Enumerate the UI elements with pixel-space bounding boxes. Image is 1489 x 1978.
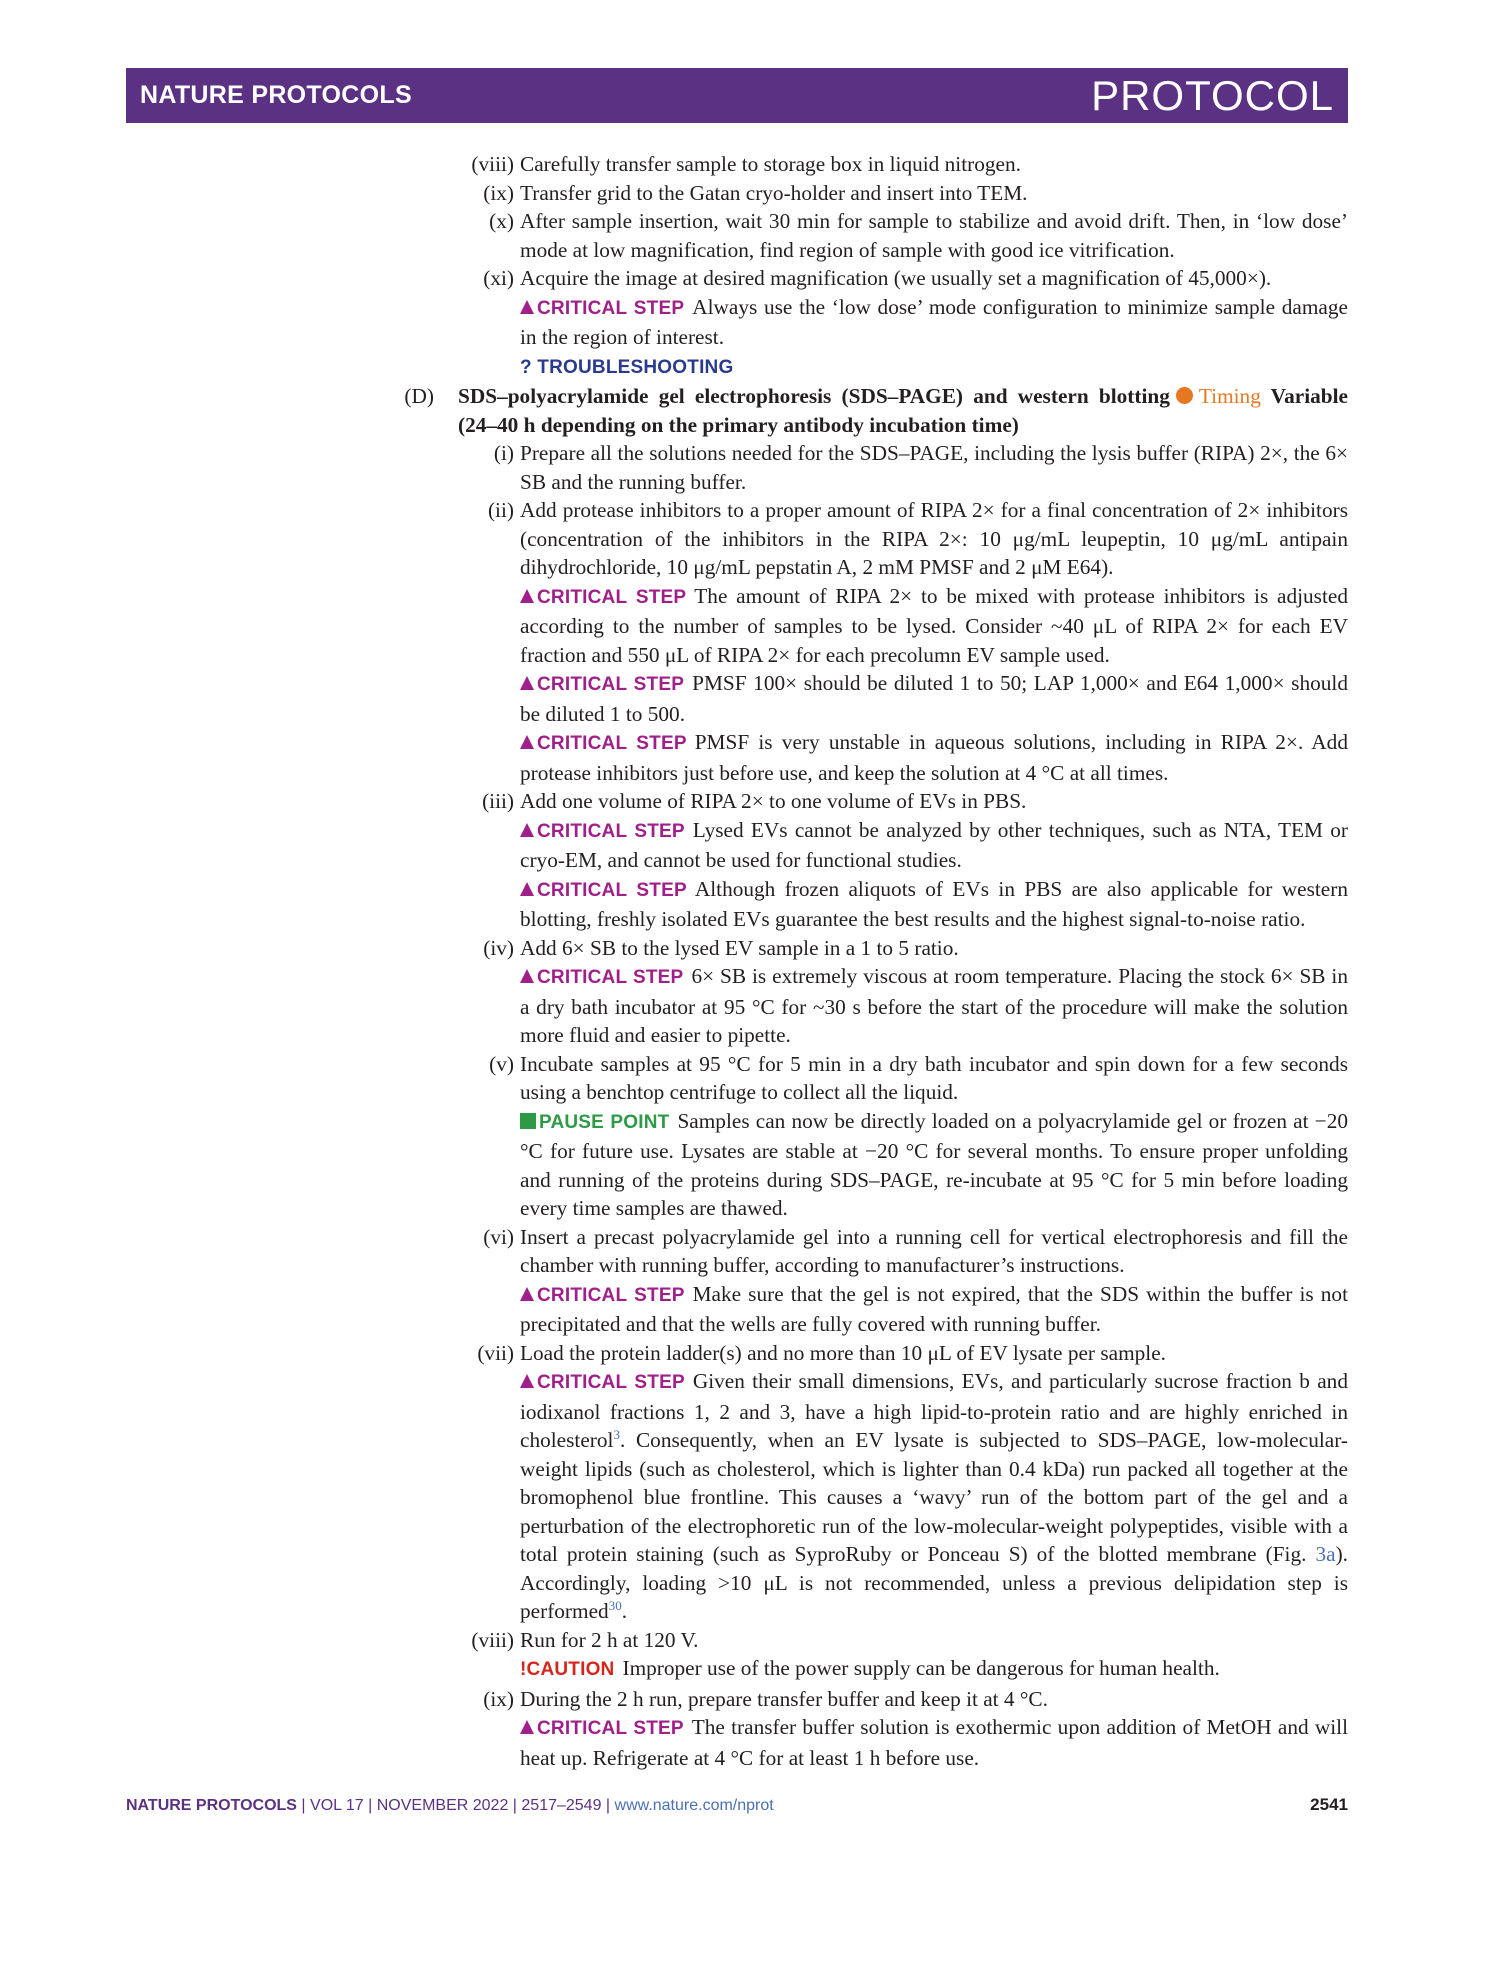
critical-step-note: CRITICAL STEP Always use the ‘low dose’ mode configuration to minimize sample damage in the region of interest.: [520, 294, 1348, 349]
exclamation-icon: !: [520, 1659, 527, 1680]
page-number: 2541: [1310, 1795, 1348, 1814]
step-text: Carefully transfer sample to storage box in liquid nitrogen.: [520, 152, 1021, 176]
triangle-icon: [520, 300, 534, 314]
section-title: SDS–polyacrylamide gel electrophoresis (SDS–PAGE) and western blotting: [458, 384, 1170, 408]
critical-step-note: CRITICAL STEP Make sure that the gel is not expired, that the SDS within the buffer is not precipitated and that the wells are fully covered with running buffer.: [520, 1281, 1348, 1336]
step-text: Insert a precast polyacrylamide gel into a running cell for vertical electrophoresis and fill the chamber with running buffer, according to manufacturer’s instructions.: [520, 1224, 1348, 1277]
list-item: [440, 179, 1348, 208]
list-item: [440, 787, 1348, 934]
step-number: (xi): [483, 266, 514, 290]
triangle-icon: [520, 882, 534, 896]
critical-step-tag: CRITICAL STEP: [520, 587, 686, 608]
list-item: [440, 1685, 1348, 1773]
section-heading: [378, 382, 1348, 439]
reference-link[interactable]: 3: [613, 1426, 620, 1442]
step-number: (viii): [471, 1627, 514, 1652]
critical-step-note: CRITICAL STEP PMSF is very unstable in aqueous solutions, including in RIPA 2×. Add protease inhibitors just before use, and keep the solution at 4 °C at all times.: [520, 730, 1348, 785]
critical-step-tag: CRITICAL STEP: [520, 821, 685, 842]
step-text: After sample insertion, wait 30 min for sample to stabilize and avoid drift. Then, in ‘low dose’ mode at low magnification, find region of sample with good ice vitrification.: [520, 209, 1348, 262]
critical-step-note: CRITICAL STEP Given their small dimensions, EVs, and particularly sucrose fraction b and iodixanol fractions 1, 2 and 3, have a high lipid-to-protein ratio and are highly enriched in cholesterol$^3$. Consequently, when an EV lysate is subjected to SDS–PAGE, low-molecular-weight lipids (such as cholesterol, which is lighter than 0.4 kDa) run packed all together at the bromophenol blue frontline. This causes a ‘wavy’ run of the bottom part of the gel and a perturbation of the electrophoretic run of the low-molecular-weight polypeptides, visible with a total protein staining (such as SyproRuby or Ponceau S) of the blotted membrane (Fig. 3a). Accordingly, loading >10 μL is not recommended, unless a previous delipidation step is performed$^{30}$.: [520, 1369, 1348, 1623]
list-item: [440, 439, 1348, 496]
critical-step-tag: CRITICAL STEP: [520, 733, 687, 754]
journal-name: NATURE PROTOCOLS: [140, 81, 412, 109]
step-text: Add 6× SB to the lysed EV sample in a 1 to 5 ratio.: [520, 935, 959, 960]
list-item: [440, 1050, 1348, 1223]
triangle-icon: [520, 1287, 534, 1301]
step-number: (vi): [483, 1224, 514, 1249]
reference-link[interactable]: 30: [608, 1597, 622, 1613]
step-text: Acquire the image at desired magnification (we usually set a magnification of 45,000×).: [520, 266, 1272, 290]
caution-note: !CAUTION Improper use of the power supply can be dangerous for human health.: [520, 1656, 1220, 1680]
section-title-block: [440, 382, 1348, 439]
step-number: (ix): [483, 1686, 514, 1711]
pause-point-tag: PAUSE POINT: [520, 1112, 669, 1133]
step-text: During the 2 h run, prepare transfer buffer and keep it at 4 °C.: [520, 1686, 1048, 1711]
section-number: (D): [404, 384, 434, 408]
list-item: [440, 934, 1348, 1050]
critical-step-note: CRITICAL STEP 6× SB is extremely viscous at room temperature. Placing the stock 6× SB in a dry bath incubator at 95 °C for ~30 s before the start of the procedure will make the solution more fluid and easier to pipette.: [520, 964, 1348, 1047]
critical-step-note: CRITICAL STEP Lysed EVs cannot be analyzed by other techniques, such as NTA, TEM or cryo-EM, and cannot be used for functional studies.: [520, 817, 1348, 872]
triangle-icon: [520, 823, 534, 837]
step-number: (iv): [483, 935, 514, 960]
step-text: Run for 2 h at 120 V.: [520, 1627, 699, 1652]
triangle-icon: [520, 1374, 534, 1388]
list-item: [440, 496, 1348, 787]
critical-step-tag: CRITICAL STEP: [520, 1285, 685, 1306]
footer-citation: NATURE PROTOCOLS | VOL 17 | NOVEMBER 2022 | 2517–2549 | www.nature.com/nprot: [126, 1797, 774, 1814]
step-number: (ii): [487, 498, 514, 522]
step-text: Add protease inhibitors to a proper amount of RIPA 2× for a final concentration of 2× inhibitors (concentration of the inhibitors in the RIPA 2×: 10 μg/mL leupeptin, 10 μg/mL antipain dihydrochloride, 10 μg/mL pepstatin A, 2 mM PMSF and 2 μM E64).: [520, 498, 1348, 579]
step-number: (v): [489, 1051, 514, 1076]
critical-step-note: CRITICAL STEP The amount of RIPA 2× to be mixed with protease inhibitors is adjusted according to the number of samples to be lysed. Consider ~40 μL of RIPA 2× for each EV fraction and 550 μL of RIPA 2× for each precolumn EV sample used.: [520, 583, 1348, 667]
critical-step-note: CRITICAL STEP PMSF 100× should be diluted 1 to 50; LAP 1,000× and E64 1,000× should be diluted 1 to 500.: [520, 671, 1348, 726]
critical-step-tag: CRITICAL STEP: [520, 1372, 685, 1393]
triangle-icon: [520, 676, 534, 690]
caution-tag: !CAUTION: [520, 1659, 615, 1680]
troubleshooting-link[interactable]: ? TROUBLESHOOTING: [520, 356, 734, 378]
header-banner: [126, 68, 1348, 123]
list-item: [440, 1223, 1348, 1339]
figure-link[interactable]: 3a: [1315, 1542, 1336, 1566]
step-number: (vii): [477, 1340, 514, 1365]
critical-step-tag: CRITICAL STEP: [520, 967, 683, 988]
step-text: Add one volume of RIPA 2× to one volume of EVs in PBS.: [520, 789, 1027, 813]
triangle-icon: [520, 735, 534, 749]
journal-url-link[interactable]: www.nature.com/nprot: [614, 1797, 774, 1814]
step-number: (i): [493, 441, 514, 465]
critical-step-tag: CRITICAL STEP: [520, 880, 687, 901]
list-item: [440, 150, 1348, 179]
page-footer: [126, 1795, 1348, 1815]
step-text: Prepare all the solutions needed for the SDS–PAGE, including the lysis buffer (RIPA) 2×, the 6× SB and the running buffer.: [520, 441, 1348, 494]
list-item: [440, 264, 1348, 382]
step-text: Incubate samples at 95 °C for 5 min in a dry bath incubator and spin down for a few seconds using a benchtop centrifuge to collect all the liquid.: [520, 1051, 1348, 1104]
timing-label: Timing: [1198, 384, 1261, 408]
article-type: PROTOCOL: [1091, 71, 1334, 119]
list-item: [440, 1626, 1348, 1685]
list-item: [440, 207, 1348, 264]
pause-square-icon: [520, 1113, 536, 1129]
critical-step-tag: CRITICAL STEP: [520, 298, 684, 319]
critical-step-note: CRITICAL STEP Although frozen aliquots of EVs in PBS are also applicable for western blotting, freshly isolated EVs guarantee the best results and the highest signal-to-noise ratio.: [520, 876, 1348, 931]
list-item: [440, 1339, 1348, 1626]
step-number: (x): [489, 209, 514, 233]
triangle-icon: [520, 1720, 534, 1734]
critical-step-note: CRITICAL STEP The transfer buffer solution is exothermic upon addition of MetOH and will heat up. Refrigerate at 4 °C for at least 1 h before use.: [520, 1715, 1348, 1770]
critical-step-tag: CRITICAL STEP: [520, 674, 684, 695]
step-number: (viii): [471, 152, 514, 176]
timing-clock-icon: [1176, 387, 1193, 404]
step-text: Transfer grid to the Gatan cryo-holder and insert into TEM.: [520, 180, 1028, 205]
pause-point-note: PAUSE POINT Samples can now be directly loaded on a polyacrylamide gel or frozen at −20 °C for future use. Lysates are stable at −20 °C for several months. To ensure proper unfolding and running of the proteins during SDS–PAGE, re-incubate at 95 °C for 5 min before loading every time samples are thawed.: [520, 1108, 1348, 1220]
step-number: (ix): [483, 180, 514, 205]
triangle-icon: [520, 969, 534, 983]
timing-value: Variable (24–40 h depending on the primary antibody incubation time): [458, 384, 1348, 437]
triangle-icon: [520, 589, 534, 603]
critical-step-tag: CRITICAL STEP: [520, 1718, 684, 1739]
step-text: Load the protein ladder(s) and no more than 10 μL of EV lysate per sample.: [520, 1340, 1166, 1365]
step-number: (iii): [482, 789, 514, 813]
main-content: [404, 150, 1348, 1772]
